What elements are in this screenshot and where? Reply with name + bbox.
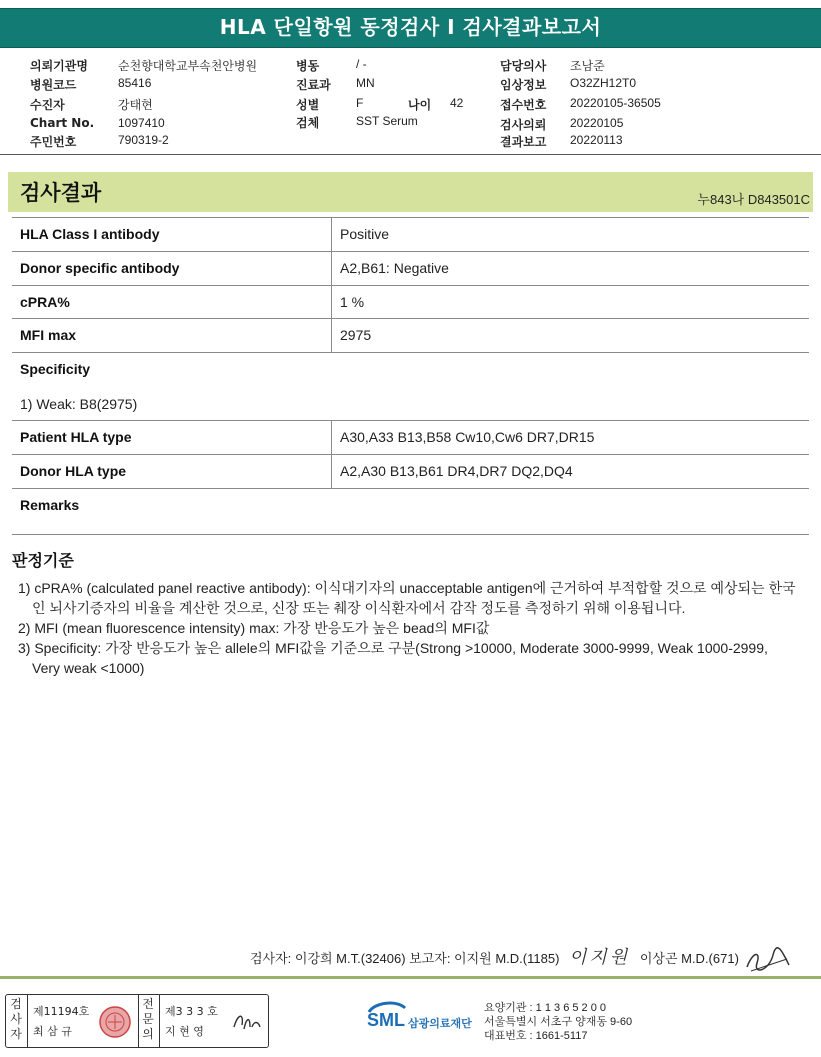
seal-icon <box>98 1005 132 1039</box>
request-value: 20220105 <box>570 116 624 130</box>
column-divider <box>331 421 332 454</box>
specimen-value: SST Serum <box>356 114 418 128</box>
row-value: A30,A33 B13,B58 Cw10,Cw6 DR7,DR15 <box>340 429 595 445</box>
row-value: A2,A30 B13,B61 DR4,DR7 DQ2,DQ4 <box>340 463 573 479</box>
table-row <box>12 319 809 353</box>
criteria-item: 2) MFI (mean fluorescence intensity) max: 가장 반응도가 높은 bead의 MFI값 <box>18 620 490 636</box>
criteria-item: 3) Specificity: 가장 반응도가 높은 allele의 MFI값을 기준으로 구분(Strong >10000, Moderate 3000-9999, Weak 1000-2999, Very weak <1000) <box>18 640 768 676</box>
row-value: A2,B61: Negative <box>340 260 449 276</box>
clinical-value: O32ZH12T0 <box>570 76 637 90</box>
org-info <box>484 1001 632 1043</box>
inspector-name: 최 삼 규 <box>33 1025 72 1038</box>
age-value: 42 <box>450 96 464 110</box>
request-label: 검사의뢰 <box>500 118 547 132</box>
footer-rule <box>0 976 821 979</box>
institution-label: 의뢰기관명 <box>30 59 88 73</box>
report-date-label: 결과보고 <box>500 135 547 149</box>
ward-value: / - <box>356 57 367 71</box>
handwritten-signature-mark <box>743 945 793 975</box>
inspector-label: 검사자 <box>10 997 22 1041</box>
table-row-specificity <box>12 353 809 421</box>
results-title: 검사결과 <box>20 181 102 205</box>
column-divider <box>331 286 332 318</box>
resident-value: 790319-2 <box>118 133 169 147</box>
report-title: HLA 단일항원 동정검사 I 검사결과보고서 <box>219 15 602 39</box>
row-label: HLA Class I antibody <box>20 226 160 242</box>
table-row <box>12 455 809 489</box>
signature-text-2: 이상곤 M.D.(671) <box>639 951 739 966</box>
divider <box>27 995 28 1047</box>
divider <box>159 995 160 1047</box>
specimen-label: 검체 <box>296 116 320 130</box>
org-phone: 대표번호 : 1661-5117 <box>484 1030 588 1042</box>
inspector-license: 제11194호 <box>33 1005 90 1018</box>
hospital-code-label: 병원코드 <box>30 78 77 92</box>
dept-label: 진료과 <box>296 78 331 92</box>
row-label: Donor specific antibody <box>20 260 180 276</box>
doctor-value: 조남준 <box>570 59 605 73</box>
hospital-code-value: 85416 <box>118 76 152 90</box>
org-code: 요양기관 : 1 1 3 6 5 2 0 0 <box>484 1002 607 1014</box>
resident-label: 주민번호 <box>30 135 77 149</box>
results-code: 누843나 D843501C <box>697 192 810 207</box>
sex-value: F <box>356 96 364 110</box>
institution-value: 순천향대학교부속천안병원 <box>118 59 258 73</box>
specialist-signature-mark <box>230 1009 264 1035</box>
recipient-value: 강태현 <box>118 98 153 112</box>
logo-org-name: 삼광의료재단 <box>408 1017 472 1030</box>
chart-label: Chart No. <box>30 116 95 130</box>
receipt-value: 20220105-36505 <box>570 96 661 110</box>
table-row-remarks <box>12 489 809 535</box>
row-value: 1 % <box>340 294 365 310</box>
logo-text: SML <box>367 1010 405 1030</box>
row-label: Remarks <box>20 497 80 513</box>
row-label: Donor HLA type <box>20 463 127 479</box>
clinical-label: 임상정보 <box>500 78 547 92</box>
report-date-value: 20220113 <box>570 133 623 147</box>
signature-text: 검사자: 이강희 M.T.(32406) 보고자: 이지원 M.D.(1185) <box>250 951 560 966</box>
criteria-list <box>18 578 798 678</box>
column-divider <box>331 218 332 251</box>
table-row <box>12 286 809 319</box>
recipient-label: 수진자 <box>30 98 65 112</box>
table-row <box>12 252 809 286</box>
sex-label: 성별 <box>296 98 320 112</box>
specialist-label: 전문의 <box>142 997 154 1041</box>
chart-value: 1097410 <box>118 116 165 130</box>
column-divider <box>331 455 332 488</box>
table-row <box>12 218 809 252</box>
row-value: Positive <box>340 226 390 242</box>
sml-logo <box>367 1000 479 1036</box>
ward-label: 병동 <box>296 59 320 73</box>
doctor-label: 담당의사 <box>500 59 547 73</box>
row-value: 2975 <box>340 327 372 343</box>
specialist-license: 제3 3 3 호 <box>165 1005 218 1018</box>
row-label: Specificity <box>20 361 91 377</box>
row-label: MFI max <box>20 327 77 343</box>
dept-value: MN <box>356 76 375 90</box>
column-divider <box>331 252 332 285</box>
table-row <box>12 421 809 455</box>
handwritten-signature: 이지원 <box>569 947 631 968</box>
signature-line <box>250 943 793 975</box>
criteria-item: 1) cPRA% (calculated panel reactive antibody): 이식대기자의 unacceptable antigen에 근거하여 부적합할 것으로 예상되는 한국인 뇌사기증자의 비율을 계산한 것으로, 신장 또는 췌장 이식환자에서 감작 정도를 측정하기 위해 이용됩니다. <box>18 580 796 616</box>
receipt-label: 접수번호 <box>500 98 547 112</box>
specialist-name: 지 현 영 <box>165 1025 204 1038</box>
certification-box <box>5 994 269 1048</box>
row-value: 1) Weak: B8(2975) <box>20 396 138 412</box>
column-divider <box>331 319 332 352</box>
row-label: cPRA% <box>20 294 70 310</box>
divider <box>138 995 139 1047</box>
age-label: 나이 <box>408 98 432 112</box>
row-label: Patient HLA type <box>20 429 132 445</box>
criteria-title: 판정기준 <box>12 551 74 570</box>
org-address: 서울특별시 서초구 양재동 9-60 <box>484 1016 633 1028</box>
